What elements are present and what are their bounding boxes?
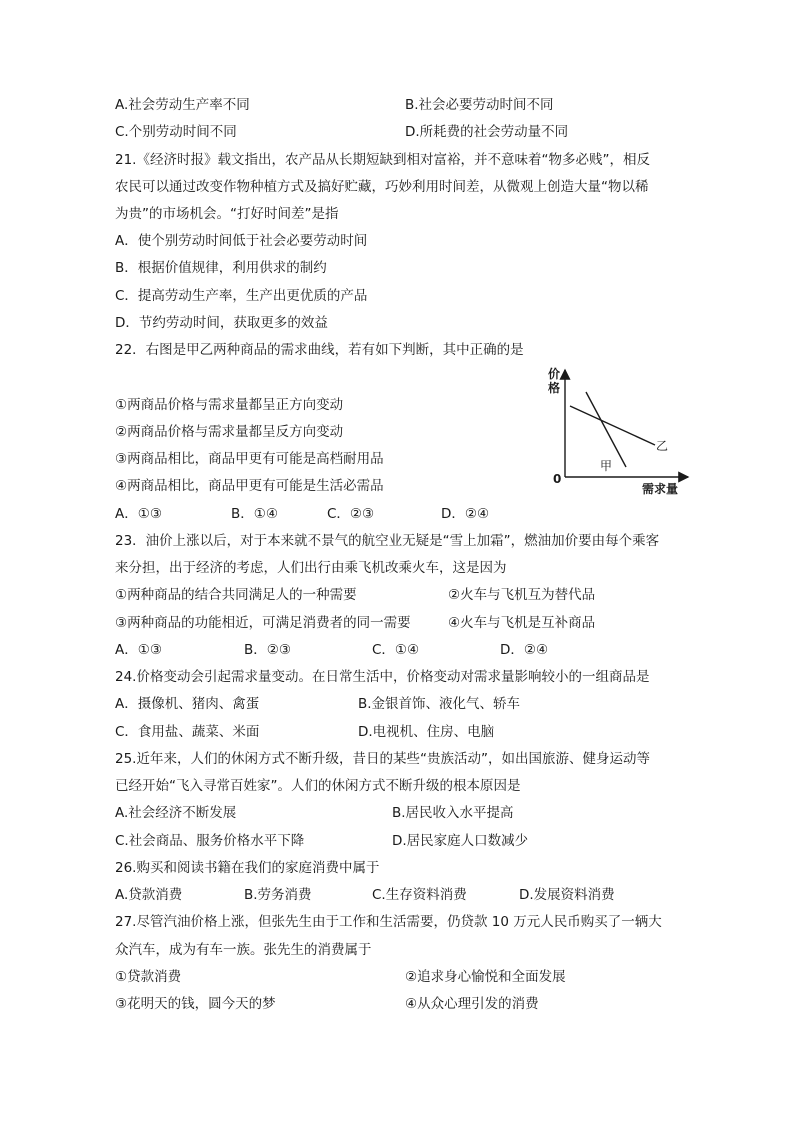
q27-statement-1: ①贷款消费 [115,969,182,985]
q23-statement-1: ①两种商品的结合共同满足人的一种需要 [115,587,357,603]
q25-option-b: B.居民收入水平提高 [392,805,514,821]
q22-statement-1: ①两商品价格与需求量都呈正方向变动 [115,397,344,413]
q26-option-d: D.发展资料消费 [519,887,615,903]
y-axis-label-1: 价 [548,367,561,381]
q25-stem-line-2: 已经开始“飞入寻常百姓家”。人们的休闲方式不断升级的根本原因是 [115,778,521,794]
q20-option-d: D.所耗费的社会劳动量不同 [405,124,569,140]
q20-option-b: B.社会必要劳动时间不同 [405,97,554,113]
q21-option-b: B．根据价值规律，利用供求的制约 [115,260,327,276]
y-axis-label-2: 格 [548,381,561,395]
q22-option-a: A．①③ [115,506,162,522]
q26-option-a: A.贷款消费 [115,887,183,903]
demand-line-yi [570,406,655,445]
q23-statement-3: ③两种商品的功能相近，可满足消费者的同一需要 [115,615,411,631]
q22-stem: 22．右图是甲乙两种商品的需求曲线，若有如下判断，其中正确的是 [115,342,524,358]
q21-option-a: A．使个别劳动时间低于社会必要劳动时间 [115,233,368,249]
q21-stem-line-3: 为贵”的市场机会。“打好时间差”是指 [115,206,339,222]
origin-label: 0 [553,472,562,486]
q26-option-b: B.劳务消费 [244,887,312,903]
q23-option-a: A．①③ [115,642,162,658]
q23-option-b: B．②③ [244,642,291,658]
q22-option-c: C．②③ [327,506,375,522]
q22-statement-4: ④两商品相比，商品甲更有可能是生活必需品 [115,478,384,494]
q20-option-a: A.社会劳动生产率不同 [115,97,250,113]
q23-stem-line-2: 来分担，出于经济的考虑，人们出行由乘飞机改乘火车，这是因为 [115,560,507,576]
q25-option-c: C.社会商品、服务价格水平下降 [115,833,305,849]
q24-option-d: D.电视机、住房、电脑 [358,724,495,740]
q27-statement-3: ③花明天的钱，圆今天的梦 [115,996,276,1012]
q21-option-d: D．节约劳动时间，获取更多的效益 [115,315,328,331]
q24-option-c: C．食用盐、蔬菜、米面 [115,724,260,740]
q25-option-a: A.社会经济不断发展 [115,805,237,821]
q20-option-c: C.个别劳动时间不同 [115,124,237,140]
q23-stem-line-1: 23．油价上涨以后，对于本来就不景气的航空业无疑是“雪上加霜”，燃油加价要由每个乘客 [115,533,660,549]
q27-statement-4: ④从众心理引发的消费 [405,996,539,1012]
q23-statement-4: ④火车与飞机是互补商品 [448,615,596,631]
q26-option-c: C.生存资料消费 [372,887,467,903]
q24-option-a: A．摄像机、猪肉、禽蛋 [115,696,260,712]
q25-stem-line-1: 25.近年来，人们的休闲方式不断升级，昔日的某些“贵族活动”，如出国旅游、健身运动等 [115,751,650,767]
q27-statement-2: ②追求身心愉悦和全面发展 [405,969,566,985]
q21-stem-line-2: 农民可以通过改变作物种植方式及搞好贮藏，巧妙利用时间差，从微观上创造大量“物以稀 [115,179,649,195]
line-label-yi: 乙 [656,439,669,453]
q22-option-d: D．②④ [441,506,490,522]
x-axis-label: 需求量 [642,482,679,496]
q22-statement-3: ③两商品相比，商品甲更有可能是高档耐用品 [115,451,384,467]
q24-stem: 24.价格变动会引起需求量变动。在日常生活中，价格变动对需求量影响较小的一组商品是 [115,669,650,685]
q23-option-c: C．①④ [372,642,420,658]
q23-statement-2: ②火车与飞机互为替代品 [448,587,596,603]
line-label-jia: 甲 [600,459,613,473]
q24-option-b: B.金银首饰、液化气、轿车 [358,696,521,712]
q27-stem-line-1: 27.尽管汽油价格上涨，但张先生由于工作和生活需要，仍贷款 10 万元人民币购买了一辆大 [115,914,662,930]
q26-stem: 26.购买和阅读书籍在我们的家庭消费中属于 [115,860,380,876]
q22-option-b: B．①④ [231,506,278,522]
q27-stem-line-2: 众汽车，成为有车一族。张先生的消费属于 [115,942,372,958]
q21-stem-line-1: 21.《经济时报》载文指出，农产品从长期短缺到相对富裕，并不意味着“物多必贱”，相反 [115,152,650,168]
q22-statement-2: ②两商品价格与需求量都呈反方向变动 [115,424,344,440]
q23-option-d: D．②④ [500,642,549,658]
q21-option-c: C．提高劳动生产率，生产出更优质的产品 [115,288,368,304]
q25-option-d: D.居民家庭人口数减少 [392,833,529,849]
demand-curve-figure [538,362,698,502]
